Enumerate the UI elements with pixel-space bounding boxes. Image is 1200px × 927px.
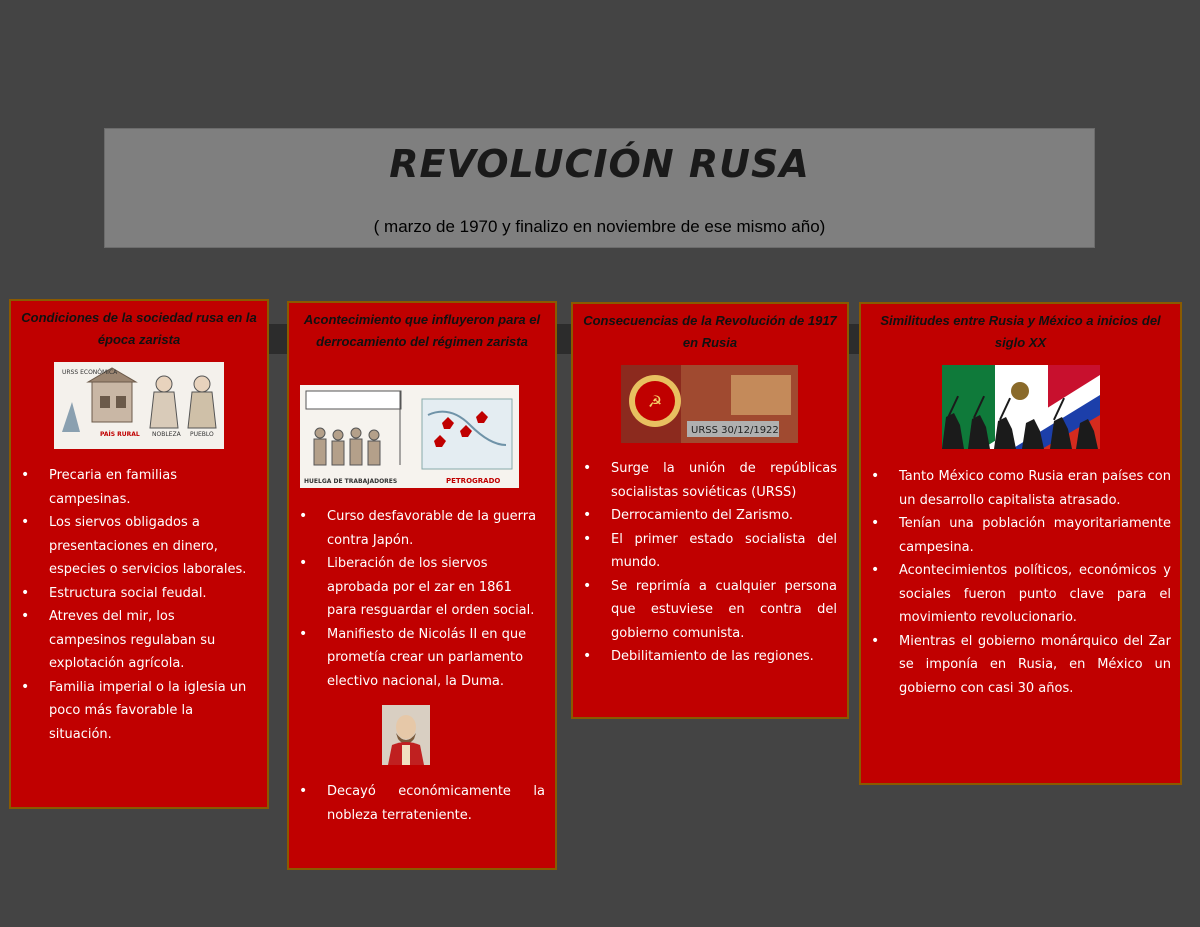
list-item: • Tenían una población mayoritariamente campesina. [899,512,1171,559]
box-consecuencias [571,302,849,719]
list-item: • Los siervos obligados a presentaciones en dinero, especies o servicios laborales. [49,511,253,582]
list-item: • Atreves del mir, los campesinos regulaban su explotación agrícola. [49,605,253,676]
title-banner [104,128,1095,248]
list-item: • El primer estado socialista del mundo. [611,528,837,575]
image-label: URSS ECONÓMICA [62,369,118,376]
list-item: • Familia imperial o la iglesia un poco más favorable la situación. [49,676,253,747]
box-list [573,457,837,669]
list-item: • Curso desfavorable de la guerra contra Japón. [327,505,545,552]
image-label: NOBLEZA [152,431,181,438]
list-item: • Estructura social feudal. [49,582,253,606]
tsar-portrait [382,705,430,765]
list-item: • Se reprimía a cualquier persona que estuviese en contra del gobierno comunista. [611,575,837,646]
list-item: • Derrocamiento del Zarismo. [611,504,837,528]
image-label: HUELGA DE TRABAJADORES [304,478,398,485]
list-item: • Acontecimientos políticos, económicos y sociales fueron punto clave para el movimiento revolucionario. [899,559,1171,630]
page-title: REVOLUCIÓN RUSA [389,142,810,186]
box-list [289,505,545,693]
page-subtitle: ( marzo de 1970 y finalizo en noviembre de ese mismo año) [373,217,826,236]
box-title: Consecuencias de la Revolución de 1917 en Rusia [583,313,837,350]
list-item: • Precaria en familias campesinas. [49,464,253,511]
image-label: URSS 30/12/1922 [691,425,779,436]
list-item: • Surge la unión de repúblicas socialistas soviéticas (URSS) [611,457,837,504]
list-item: • Debilitamiento de las regiones. [611,645,837,669]
image-label: PAÍS RURAL [100,431,140,438]
list-item: • Liberación de los siervos aprobada por el zar en 1861 para resguardar el orden social. [327,552,545,623]
list-item: • Decayó económicamente la nobleza terrateniente. [327,780,545,827]
box-similitudes [859,302,1182,785]
box-title: Similitudes entre Rusia y México a inicios del siglo XX [880,313,1161,350]
peasants-illustration [54,362,224,449]
box-list [289,780,545,827]
box-acontecimientos [287,301,557,870]
strike-and-map-image [300,385,519,488]
box-condiciones [9,299,269,809]
image-label: PETROGRADO [446,477,501,485]
urss-emblem-image [621,365,798,443]
image-label: PUEBLO [190,431,214,438]
box-title: Acontecimiento que influyeron para el derrocamiento del régimen zarista [303,312,541,349]
list-item: • Manifiesto de Nicolás II en que prometía crear un parlamento electivo nacional, la Duma. [327,623,545,694]
list-item: • Mientras el gobierno monárquico del Zar se imponía en Rusia, en México un gobierno con casi 30 años. [899,630,1171,701]
box-title: Condiciones de la sociedad rusa en la época zarista [21,310,257,347]
box-list [11,464,253,746]
svg-text:☭: ☭ [647,392,663,411]
list-item: • Tanto México como Rusia eran países con un desarrollo capitalista atrasado. [899,465,1171,512]
mexico-russia-flags-image [942,365,1100,449]
box-list [861,465,1171,700]
